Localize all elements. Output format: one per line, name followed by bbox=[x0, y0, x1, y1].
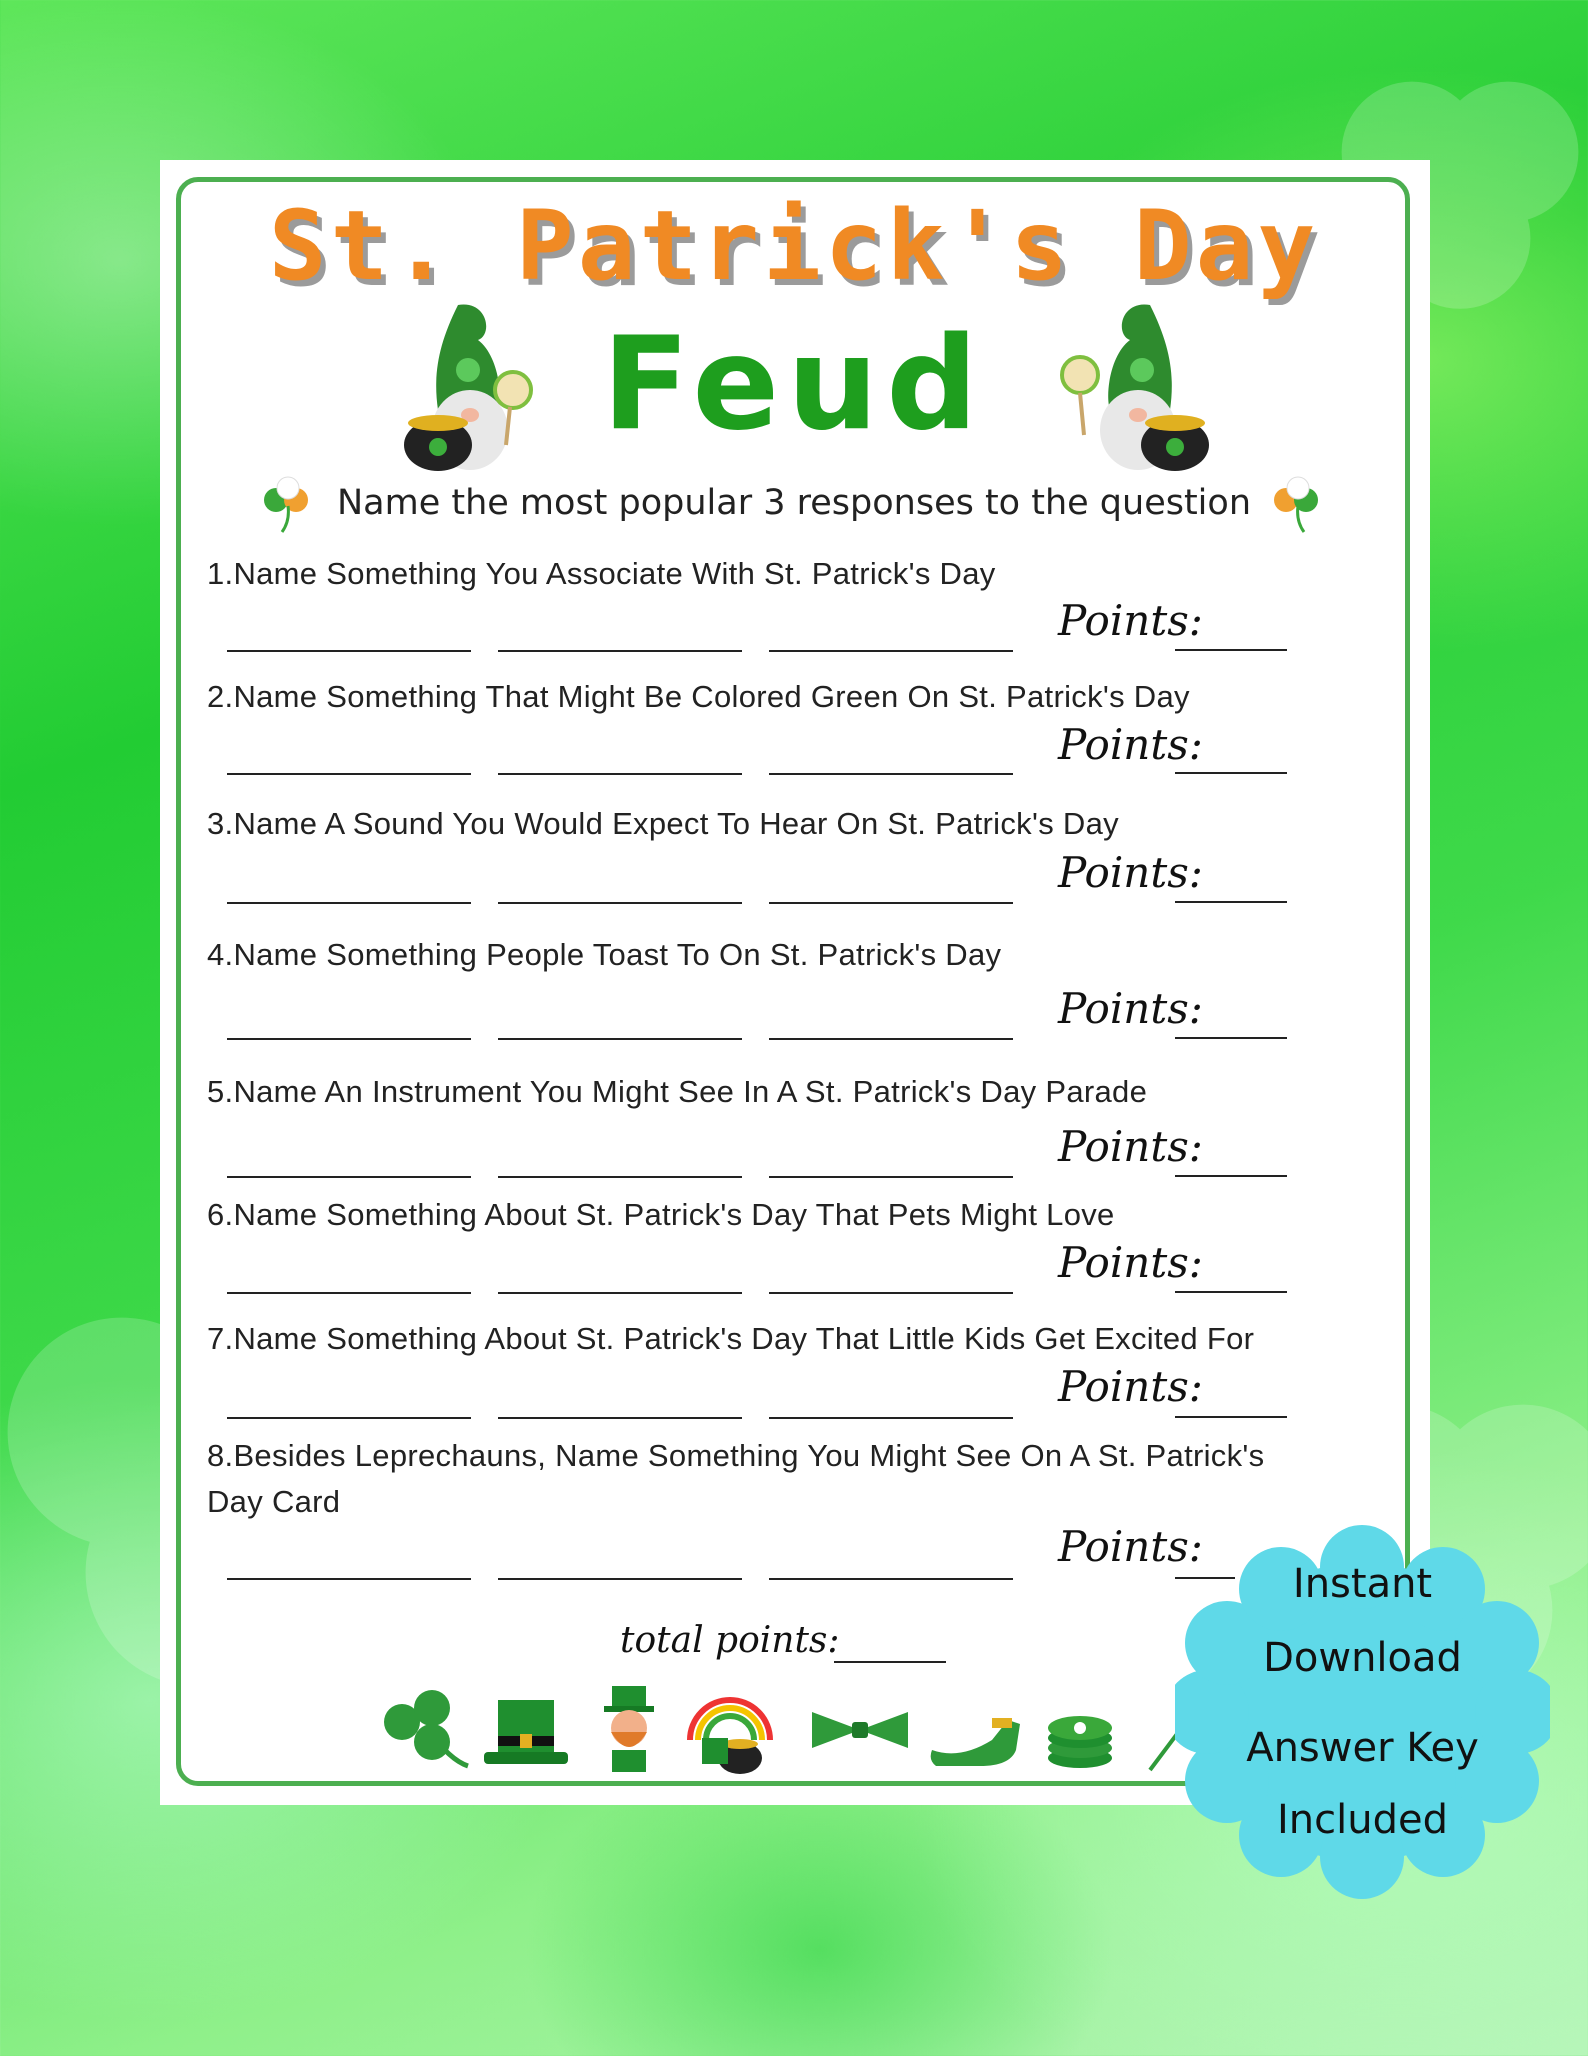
points-label: Points: bbox=[1058, 596, 1203, 645]
points-blank[interactable] bbox=[1175, 901, 1287, 903]
answer-blank[interactable] bbox=[227, 1292, 471, 1294]
points-label: Points: bbox=[1058, 1238, 1203, 1287]
answer-blank[interactable] bbox=[769, 1417, 1013, 1419]
answer-blank[interactable] bbox=[227, 1417, 471, 1419]
answer-blank[interactable] bbox=[227, 1578, 471, 1580]
question-3-text: 3.Name A Sound You Would Expect To Hear On St. Patrick's Day bbox=[207, 806, 1119, 841]
question-4-text: 4.Name Something People Toast To On St. Patrick's Day bbox=[207, 937, 1002, 972]
shamrock-icon bbox=[384, 1690, 468, 1766]
question-8-text: 8.Besides Leprechauns, Name Something You Might See On A St. Patrick's Day Card bbox=[207, 1438, 1265, 1519]
decorative-icons-row bbox=[380, 1680, 1180, 1780]
answer-blank[interactable] bbox=[498, 650, 742, 652]
points-label: Points: bbox=[1058, 720, 1203, 769]
instant-download-badge bbox=[1175, 1525, 1550, 1900]
points-label: Points: bbox=[1058, 1362, 1203, 1411]
page-title: St. Patrick's Day bbox=[268, 190, 1320, 302]
points-label: Points: bbox=[1058, 1522, 1203, 1571]
page-subtitle: Feud bbox=[602, 310, 986, 459]
answer-blank[interactable] bbox=[498, 1176, 742, 1178]
answer-blank[interactable] bbox=[769, 1578, 1013, 1580]
rainbow-pot-icon bbox=[690, 1700, 770, 1774]
answer-blank[interactable] bbox=[769, 773, 1013, 775]
points-blank[interactable] bbox=[1175, 1175, 1287, 1177]
points-blank[interactable] bbox=[1175, 649, 1287, 651]
points-label: Points: bbox=[1058, 1122, 1203, 1171]
coin-stack-icon bbox=[1048, 1716, 1112, 1768]
answer-blank[interactable] bbox=[769, 1176, 1013, 1178]
gnome-icon bbox=[1050, 295, 1210, 475]
question-5-text: 5.Name An Instrument You Might See In A St. Patrick's Day Parade bbox=[207, 1074, 1148, 1109]
answer-blank[interactable] bbox=[227, 902, 471, 904]
points-blank[interactable] bbox=[1175, 1291, 1287, 1293]
badge-line-1: Instant bbox=[1292, 1561, 1433, 1607]
answer-blank[interactable] bbox=[769, 650, 1013, 652]
answer-blank[interactable] bbox=[227, 650, 471, 652]
answer-blank[interactable] bbox=[498, 1578, 742, 1580]
answer-blank[interactable] bbox=[227, 1176, 471, 1178]
gnome-icon bbox=[398, 295, 548, 475]
instruction-text: Name the most popular 3 responses to the question bbox=[336, 483, 1252, 523]
points-label: Points: bbox=[1058, 848, 1203, 897]
answer-blank[interactable] bbox=[227, 773, 471, 775]
question-6-text: 6.Name Something About St. Patrick's Day That Pets Might Love bbox=[207, 1197, 1115, 1232]
points-label: Points: bbox=[1058, 984, 1203, 1033]
answer-blank[interactable] bbox=[769, 1292, 1013, 1294]
badge-line-2: Download bbox=[1263, 1635, 1462, 1681]
answer-blank[interactable] bbox=[498, 773, 742, 775]
answer-blank[interactable] bbox=[498, 1038, 742, 1040]
total-points-blank[interactable] bbox=[834, 1661, 946, 1663]
points-blank[interactable] bbox=[1175, 1037, 1287, 1039]
answer-blank[interactable] bbox=[498, 1292, 742, 1294]
leprechaun-icon bbox=[604, 1686, 654, 1772]
bow-tie-icon bbox=[812, 1712, 908, 1748]
answer-blank[interactable] bbox=[769, 1038, 1013, 1040]
question-1-text: 1.Name Something You Associate With St. Patrick's Day bbox=[207, 556, 996, 591]
answer-blank[interactable] bbox=[769, 902, 1013, 904]
question-2-text: 2.Name Something That Might Be Colored Green On St. Patrick's Day bbox=[207, 679, 1190, 714]
question-7-text: 7.Name Something About St. Patrick's Day That Little Kids Get Excited For bbox=[207, 1321, 1255, 1356]
answer-blank[interactable] bbox=[498, 902, 742, 904]
answer-blank[interactable] bbox=[498, 1417, 742, 1419]
badge-line-3: Answer Key bbox=[1246, 1725, 1479, 1771]
top-hat-icon bbox=[484, 1700, 568, 1764]
points-blank[interactable] bbox=[1175, 772, 1287, 774]
answer-blank[interactable] bbox=[227, 1038, 471, 1040]
badge-line-4: Included bbox=[1277, 1797, 1448, 1843]
points-blank[interactable] bbox=[1175, 1416, 1287, 1418]
total-points-label: total points: bbox=[620, 1620, 840, 1661]
leprechaun-shoe-icon bbox=[931, 1718, 1020, 1766]
